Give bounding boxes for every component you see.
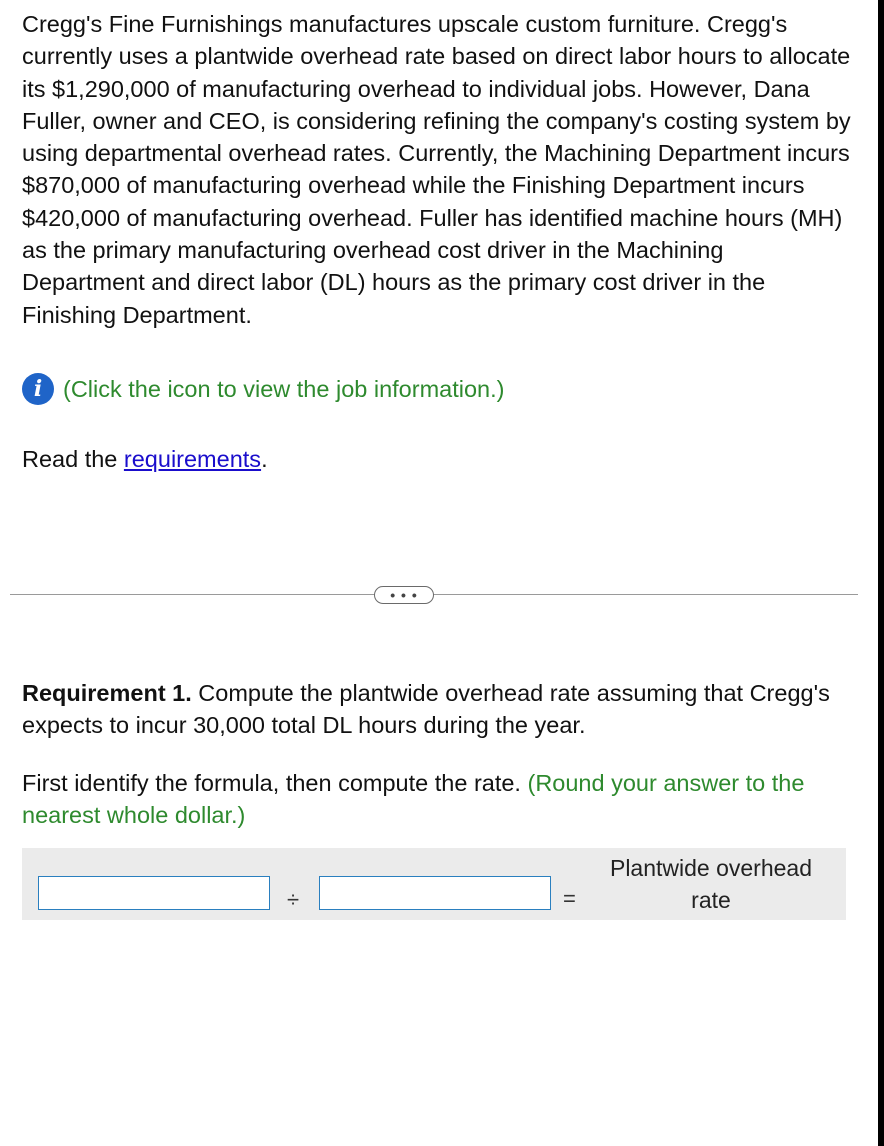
numerator-input[interactable] (38, 876, 270, 910)
section-divider (10, 594, 858, 595)
requirement-heading: Requirement 1. (22, 680, 192, 706)
read-requirements-line (22, 443, 268, 475)
requirement-1 (22, 677, 852, 742)
info-icon[interactable]: i (22, 373, 54, 405)
divide-symbol: ÷ (287, 887, 300, 912)
formula-panel (22, 848, 846, 920)
job-info-hint: (Click the icon to view the job information.) (63, 375, 505, 402)
rounding-hint: (Round your answer to the nearest whole dollar.) (22, 770, 805, 829)
window-edge (878, 0, 884, 1146)
read-suffix: . (261, 446, 268, 472)
equals-symbol: = (563, 886, 576, 911)
denominator-input[interactable] (319, 876, 551, 910)
problem-statement: Cregg's Fine Furnishings manufactures upscale custom furniture. Cregg's currently uses a plantwide overhead rate based on direct labor hours to allocate its $1,290,000 of manufacturing overhead to individual jobs. However, Dana Fuller, owner and CEO, is considering refining the company's costing system by using departmental overhead rates. Currently, the Machining Department incurs $870,000 of manufacturing overhead while the Finishing Department incurs $420,000 of manufacturing overhead. Fuller has identified machine hours (MH) as the primary manufacturing overhead cost driver in the Machining Department and direct labor (DL) hours as the primary cost driver in the Finishing Department. (22, 11, 851, 328)
plantwide-overhead-rate-label: Plantwide overhead rate (609, 855, 813, 913)
expand-more-button[interactable]: • • • (374, 586, 434, 604)
requirement-text: Compute the plantwide overhead rate assuming that Cregg's expects to incur 30,000 total DL hours during the year. (22, 680, 830, 739)
read-prefix: Read the (22, 446, 124, 472)
requirements-link[interactable]: requirements (123, 446, 262, 472)
instructions (22, 767, 852, 832)
job-info-row (22, 372, 504, 406)
instructions-text: First identify the formula, then compute the rate. (22, 770, 528, 796)
